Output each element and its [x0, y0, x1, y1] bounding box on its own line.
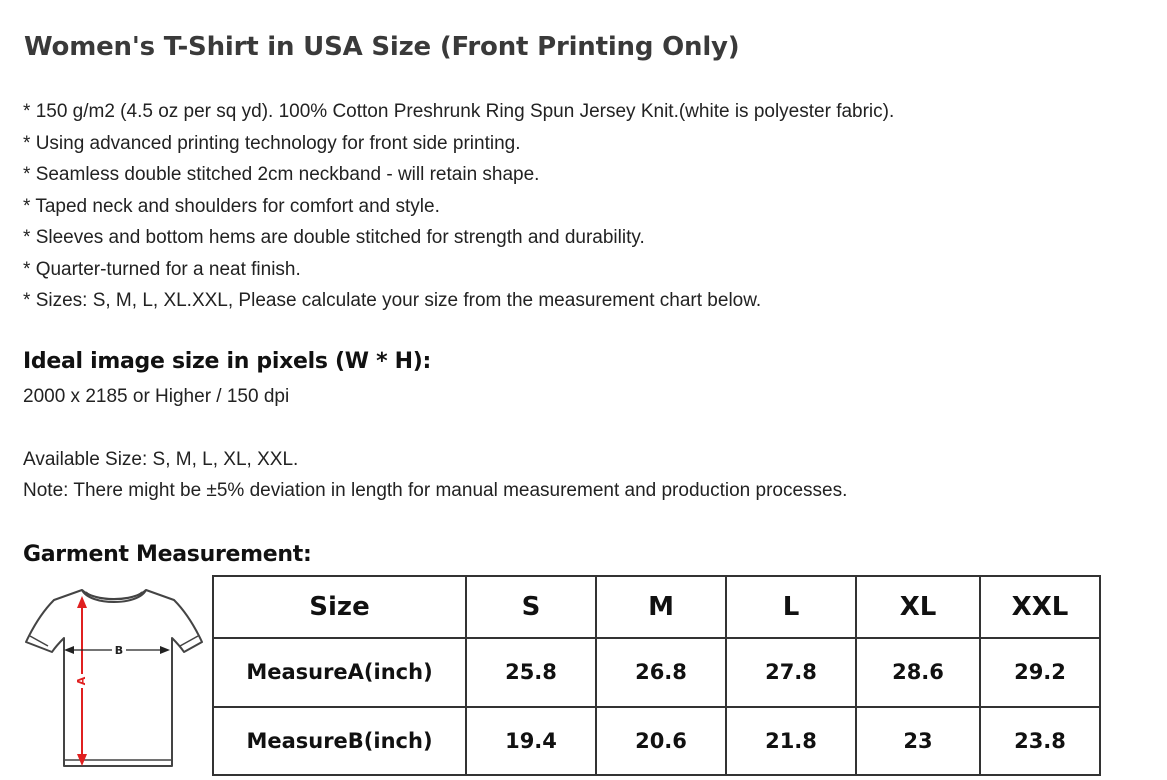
table-header-cell: XL: [856, 576, 980, 638]
table-cell: 21.8: [726, 707, 856, 775]
size-chart-table: [212, 575, 1101, 776]
diagram-label-a: A: [75, 676, 88, 686]
table-header-cell: L: [726, 576, 856, 638]
table-row-label: MeasureA(inch): [213, 638, 466, 706]
tshirt-diagram-icon: [24, 580, 204, 776]
feature-item: * Quarter-turned for a neat finish.: [23, 254, 894, 286]
table-header-cell: M: [596, 576, 726, 638]
garment-measurement-heading: Garment Measurement:: [23, 542, 312, 567]
table-cell: 19.4: [466, 707, 596, 775]
feature-item: * Sizes: S, M, L, XL.XXL, Please calculate your size from the measurement chart below.: [23, 285, 894, 317]
feature-item: * Using advanced printing technology for front side printing.: [23, 128, 894, 160]
page-title: Women's T-Shirt in USA Size (Front Printing Only): [24, 32, 740, 62]
table-row: [213, 638, 1100, 706]
table-header-cell: XXL: [980, 576, 1100, 638]
feature-item: * 150 g/m2 (4.5 oz per sq yd). 100% Cotton Preshrunk Ring Spun Jersey Knit.(white is polyester fabric).: [23, 96, 894, 128]
diagram-label-b: B: [114, 644, 124, 657]
feature-item: * Seamless double stitched 2cm neckband - will retain shape.: [23, 159, 894, 191]
image-size-value: 2000 x 2185 or Higher / 150 dpi: [23, 386, 290, 407]
deviation-note: Note: There might be ±5% deviation in length for manual measurement and production processes.: [23, 480, 848, 501]
table-row-label: MeasureB(inch): [213, 707, 466, 775]
feature-list: [23, 96, 894, 317]
table-row: [213, 707, 1100, 775]
table-cell: 29.2: [980, 638, 1100, 706]
table-cell: 23.8: [980, 707, 1100, 775]
table-cell: 25.8: [466, 638, 596, 706]
table-cell: 28.6: [856, 638, 980, 706]
table-cell: 23: [856, 707, 980, 775]
table-header-cell: S: [466, 576, 596, 638]
feature-item: * Sleeves and bottom hems are double stitched for strength and durability.: [23, 222, 894, 254]
image-size-heading: Ideal image size in pixels (W * H):: [23, 349, 432, 374]
table-cell: 26.8: [596, 638, 726, 706]
table-header-cell: Size: [213, 576, 466, 638]
feature-item: * Taped neck and shoulders for comfort and style.: [23, 191, 894, 223]
table-cell: 27.8: [726, 638, 856, 706]
table-cell: 20.6: [596, 707, 726, 775]
available-size-text: Available Size: S, M, L, XL, XXL.: [23, 449, 299, 470]
table-header-row: [213, 576, 1100, 638]
